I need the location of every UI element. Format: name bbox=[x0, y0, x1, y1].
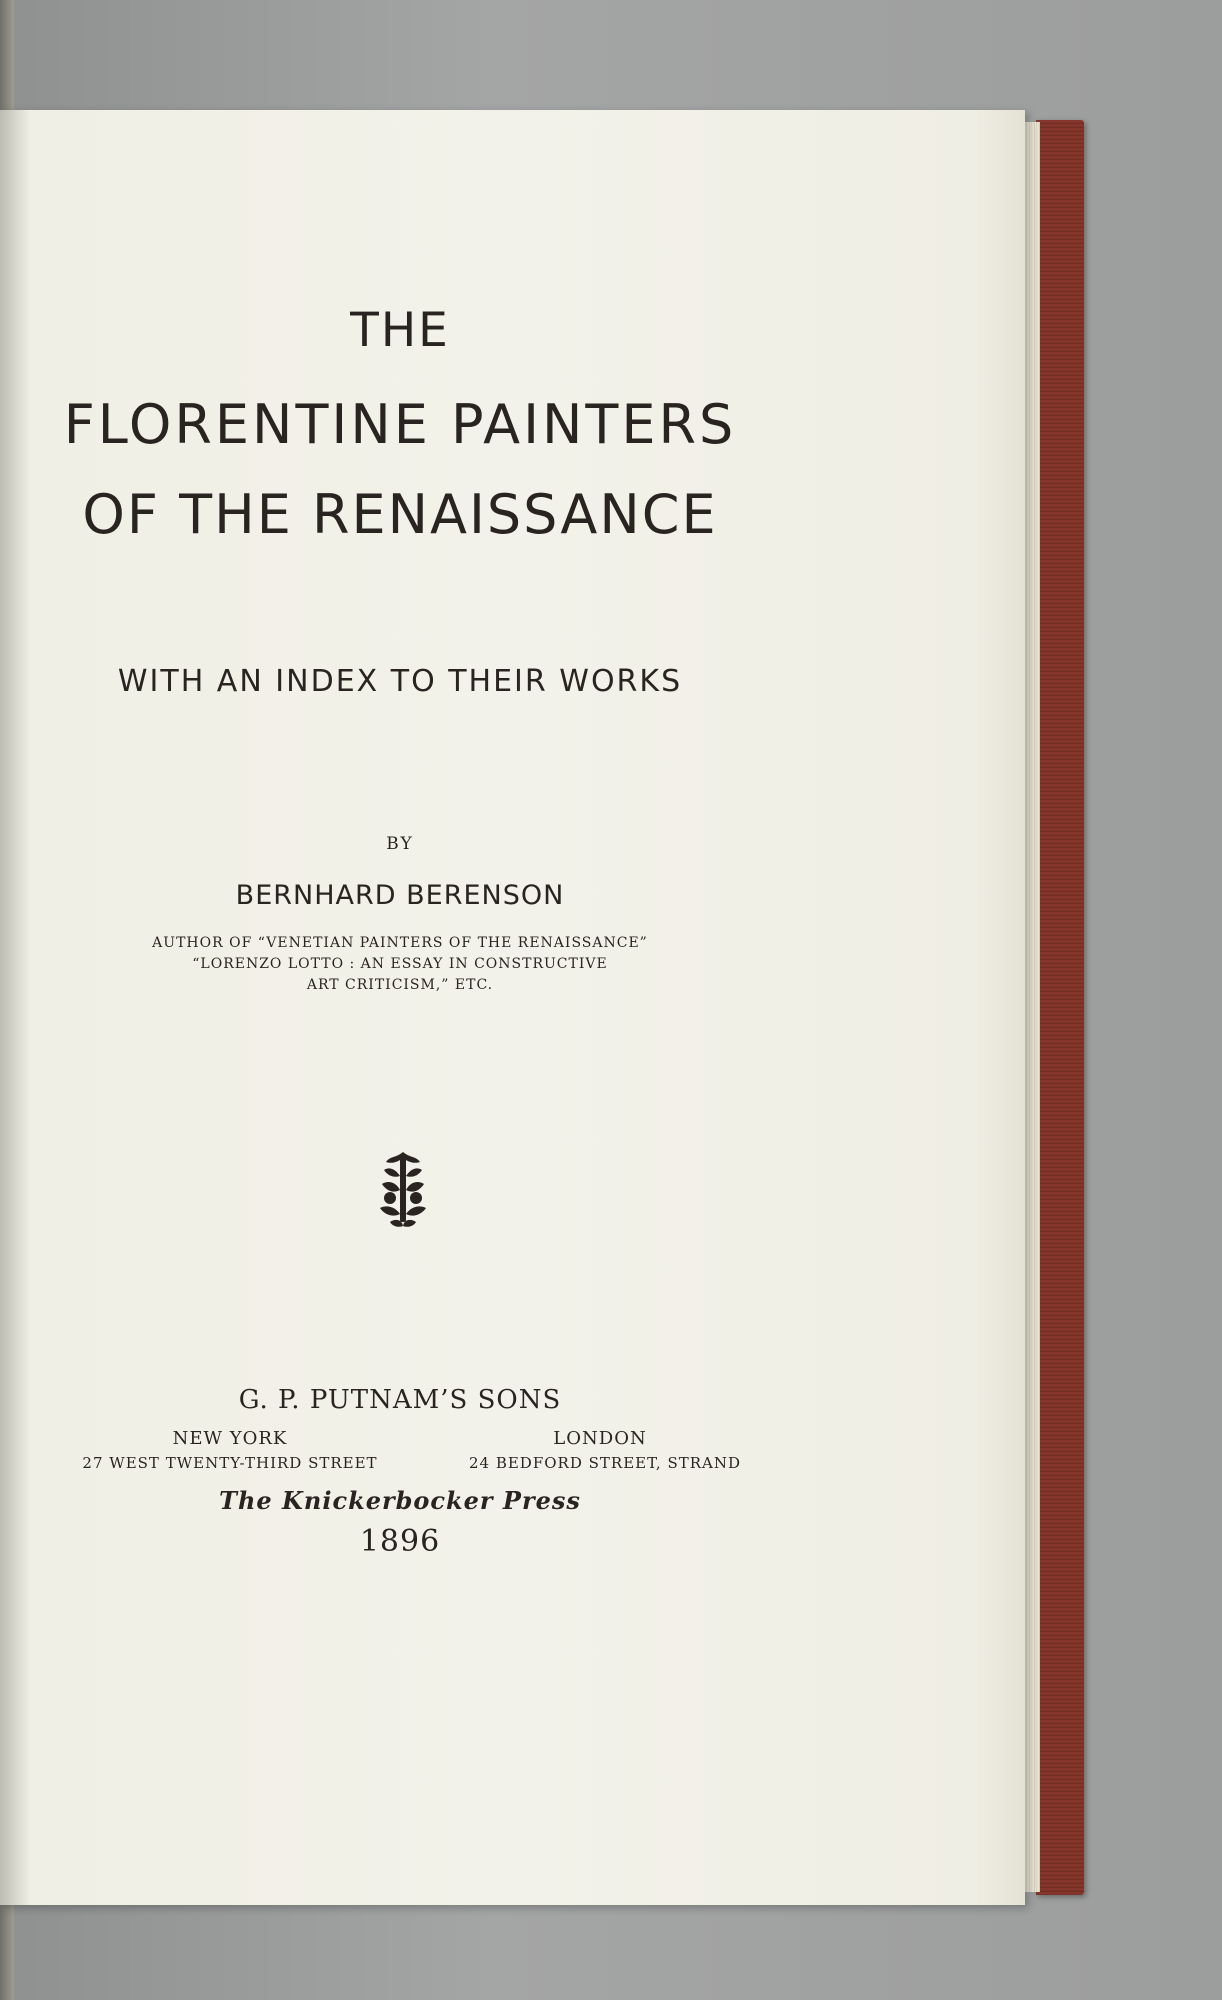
publication-year: 1896 bbox=[359, 1524, 441, 1559]
author-credential-1: AUTHOR OF “VENETIAN PAINTERS OF THE RENAISSANCE” bbox=[152, 935, 648, 951]
book-cover-binding bbox=[1036, 120, 1084, 1895]
title-page bbox=[0, 110, 1025, 1905]
gutter-shadow bbox=[0, 110, 30, 1905]
author-credential-3: ART CRITICISM,” ETC. bbox=[306, 977, 494, 993]
author-name: BERNHARD BERENSON bbox=[235, 880, 565, 911]
london-city: LONDON bbox=[553, 1428, 647, 1449]
new-york-city: NEW YORK bbox=[172, 1428, 288, 1449]
new-york-address: 27 WEST TWENTY-THIRD STREET bbox=[82, 1454, 378, 1472]
press-imprint: The Knickerbocker Press bbox=[219, 1486, 581, 1515]
floral-ornament-icon bbox=[376, 1150, 430, 1228]
by-line: BY bbox=[386, 834, 414, 854]
subtitle: WITH AN INDEX TO THEIR WORKS bbox=[117, 664, 683, 699]
publisher-name: G. P. PUTNAM’S SONS bbox=[238, 1385, 562, 1415]
title-line-2: FLORENTINE PAINTERS bbox=[63, 393, 737, 456]
title-line-3: OF THE RENAISSANCE bbox=[82, 483, 718, 546]
london-address: 24 BEDFORD STREET, STRAND bbox=[468, 1454, 742, 1472]
title-line-1: THE bbox=[350, 303, 450, 358]
author-credential-2: “LORENZO LOTTO : AN ESSAY IN CONSTRUCTIVE bbox=[192, 956, 608, 972]
